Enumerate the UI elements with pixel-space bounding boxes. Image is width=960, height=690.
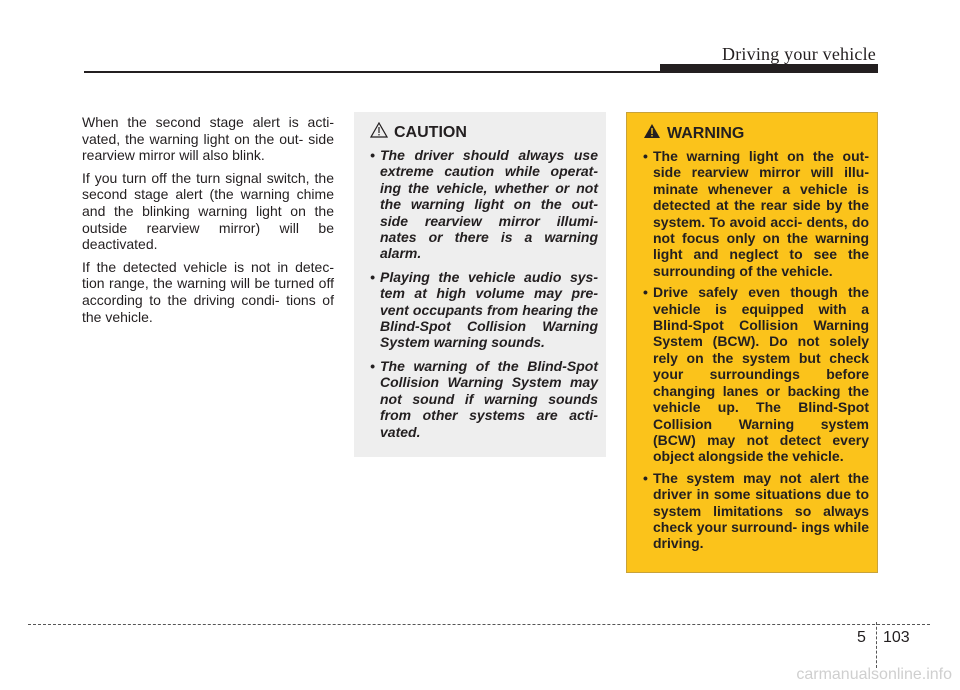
footer-rule	[28, 624, 930, 625]
body-paragraph: When the second stage alert is acti- vated, the warning light on the out- side rearview mirror will also blink.	[82, 114, 334, 164]
caution-list	[364, 147, 598, 440]
watermark: carmanualsonline.info	[796, 666, 952, 683]
caution-label: CAUTION	[394, 123, 467, 141]
caution-heading	[370, 122, 598, 143]
warning-triangle-filled-icon	[643, 123, 661, 144]
page-number: 103	[883, 629, 910, 646]
warning-item: • The warning light on the out- side rearview mirror will illu- minate whenever a vehicle is detected at the rear side by the system. To avoid acci- dents, do not focus only on the warning light and neglect to see the surrounding of the vehicle.	[643, 148, 869, 279]
body-paragraph: If the detected vehicle is not in detec- tion range, the warning will be turned off according to the driving condi- tions of the vehicle.	[82, 258, 334, 325]
caution-item: • The warning of the Blind-Spot Collision Warning System may not sound if warning sounds from other systems are acti- vated.	[370, 357, 598, 440]
warning-label: WARNING	[667, 124, 745, 142]
warning-item: • Drive safely even though the vehicle is equipped with a Blind-Spot Collision Warning System (BCW). Do not solely rely on the system but check your surroundings before changing lanes or backing the vehicle up. The Blind-Spot Collision Warning system (BCW) may not detect every object alongside the vehicle.	[643, 284, 869, 465]
caution-item: • The driver should always use extreme caution while operat- ing the vehicle, whether or not the warning light on the out- side rearview mirror illumi- nates or there is a warning alarm.	[370, 147, 598, 262]
warning-item: • The system may not alert the driver in some situations due to system limitations so always check your surround- ings while driving.	[643, 469, 869, 552]
warning-list	[637, 148, 869, 552]
page-number-divider	[876, 622, 877, 668]
warning-heading	[643, 123, 869, 144]
caution-box	[354, 112, 606, 457]
body-text-column	[82, 114, 334, 331]
caution-item: • Playing the vehicle audio sys- tem at high volume may pre- vent occupants from hearing the Blind-Spot Collision Warning System warning sounds.	[370, 268, 598, 351]
warning-box	[626, 112, 878, 573]
warning-triangle-outline-icon	[370, 122, 388, 143]
header-rule-accent	[660, 64, 878, 73]
chapter-number: 5	[857, 629, 866, 646]
page-header-title: Driving your vehicle	[722, 44, 876, 64]
body-paragraph: If you turn off the turn signal switch, the second stage alert (the warning chime and the blinking warning light on the outside rearview mirror) will be deactivated.	[82, 169, 334, 253]
